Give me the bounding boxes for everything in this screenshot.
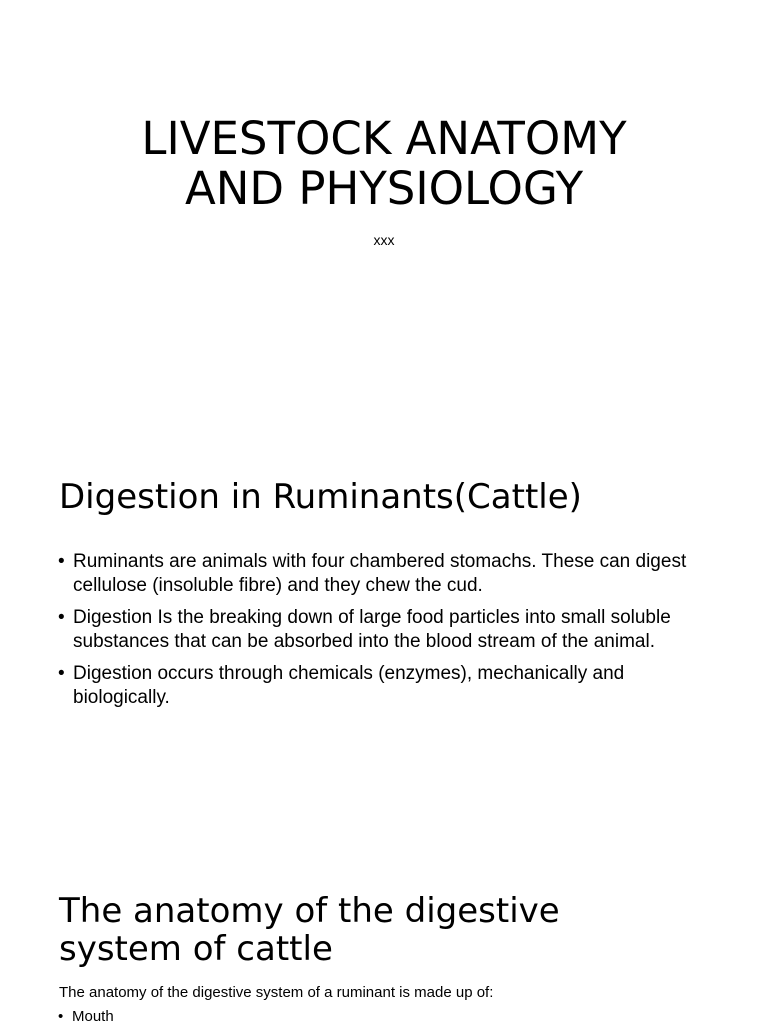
title-line: LIVESTOCK ANATOMY — [141, 112, 627, 165]
heading-line: system of cattle — [59, 929, 333, 969]
title-slide — [0, 0, 768, 420]
bullet-item — [58, 550, 718, 598]
intro-text: The anatomy of the digestive system of a ruminant is made up of: — [59, 984, 494, 1001]
presentation-title — [0, 114, 768, 214]
bullet-list — [58, 1008, 718, 1024]
slide-heading: Digestion in Ruminants(Cattle) — [59, 477, 582, 517]
bullet-icon: • — [58, 663, 65, 684]
heading-line: The anatomy of the digestive — [59, 891, 560, 931]
bullet-text: Digestion Is the breaking down of large food particles into small soluble substances that can be absorbed into the blood stream of the animal. — [73, 607, 671, 652]
title-line: AND PHYSIOLOGY — [184, 162, 584, 215]
bullet-item — [58, 1008, 718, 1024]
bullet-icon: • — [58, 607, 65, 628]
slide-heading — [59, 892, 560, 968]
bullet-list — [58, 550, 718, 718]
digestion-slide — [0, 420, 768, 860]
bullet-text: Ruminants are animals with four chambered stomachs. These can digest cellulose (insoluble fibre) and they chew the cud. — [73, 551, 687, 596]
bullet-text: Digestion occurs through chemicals (enzymes), mechanically and biologically. — [73, 663, 625, 708]
bullet-text: Mouth — [72, 1008, 114, 1024]
anatomy-slide — [0, 860, 768, 1024]
bullet-icon: • — [58, 1008, 64, 1024]
bullet-item — [58, 662, 718, 710]
bullet-item — [58, 606, 718, 654]
presentation-subtitle: xxx — [373, 232, 395, 248]
bullet-icon: • — [58, 551, 65, 572]
